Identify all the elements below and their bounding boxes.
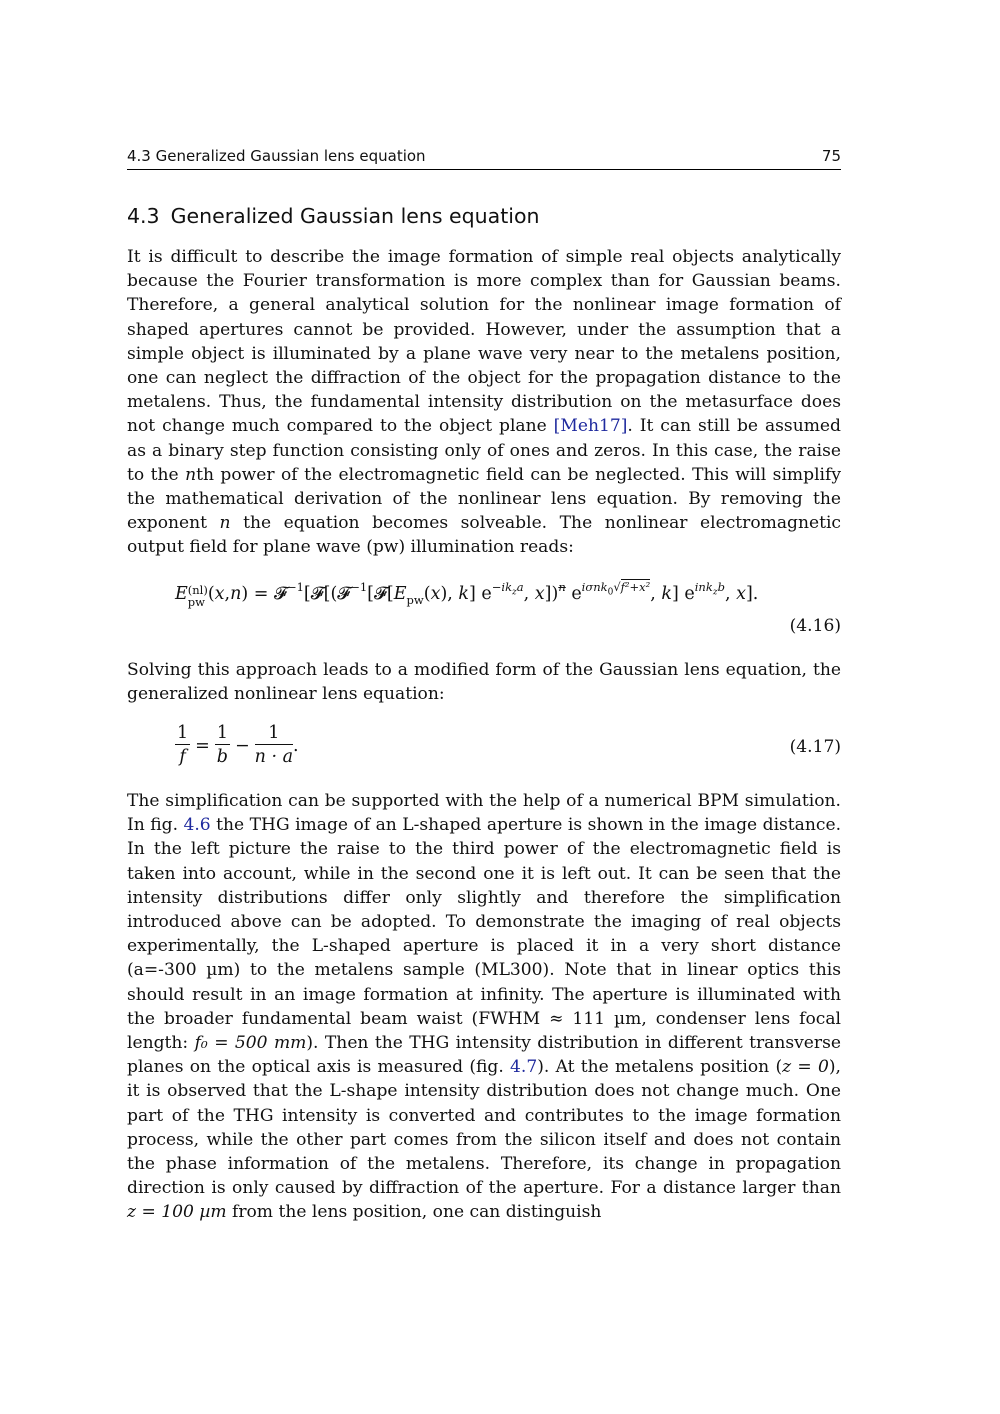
math-variable-n: n [185, 464, 197, 485]
paragraph-text: It is difficult to describe the image formation of simple real objects analytically because the Fourier transformation is more complex than for Gaussian beams. Therefore, a general analytical solution for the nonlinear image formation of shaped apertures cannot be provided. However, under the assumption that a simple object is illuminated by a plane wave very near to the metalens position, one can neglect the diffraction of the object for the propagation distance to the metalens. Thus, the fundamental intensity distribution on the metasurface does not change much compared to the object plane [127, 247, 841, 437]
section-title: Generalized Gaussian lens equation [170, 204, 540, 228]
page-number: 75 [821, 147, 841, 165]
citation-link-meh17[interactable]: [Meh17] [553, 416, 628, 437]
paragraph-text: ), it is observed that the L-shape intensity distribution does not change much. One part of the THG intensity is converted and contributes to the image formation process, while the other part comes from the silicon itself and does not contain the phase information of the metalens. Therefore, its change in propagation direction is only caused by diffraction of the aperture. For a distance larger than [127, 1057, 841, 1199]
running-header [127, 145, 841, 170]
equation-4-16 [127, 580, 841, 640]
paragraph-text: ). Then the THG intensity distribution in different transverse planes on the optical axis is measured (fig. [127, 1033, 841, 1078]
math-inline: z = 100 µm [127, 1202, 227, 1223]
paragraph-text: The simplification can be supported with the help of a numerical BPM simulation. In fig. [127, 791, 841, 836]
paragraph-text: th power of the electromagnetic field can be neglected. This will simplify the mathematical derivation of the nonlinear lens equation. By removing the exponent [127, 464, 841, 534]
running-header-title: 4.3 Generalized Gaussian lens equation [127, 147, 426, 165]
math-variable-n: n [219, 513, 231, 534]
paragraph-text: the equation becomes solveable. The nonlinear electromagnetic output field for plane wave (pw) illumination reads: [127, 513, 841, 558]
paragraph-lens-equation-intro: Solving this approach leads to a modified form of the Gaussian lens equation, the generalized nonlinear lens equation: [127, 660, 841, 705]
paragraph-simulation [127, 789, 841, 1225]
equation-number: (4.17) [789, 737, 841, 757]
figure-link-4-7[interactable]: 4.7 [510, 1057, 538, 1078]
paragraph-text: from the lens position, one can distinguish [226, 1202, 602, 1223]
figure-link-4-6[interactable]: 4.6 [183, 815, 211, 836]
paragraph-text: . It can still be assumed as a binary step function consisting only of ones and zeros. In this case, the raise to the [127, 416, 841, 485]
section-number: 4.3 [127, 204, 160, 228]
paragraph-intro [127, 245, 841, 560]
math-inline: f₀ = 500 mm [194, 1033, 307, 1054]
math-inline: z = 0 [782, 1057, 829, 1078]
equation-4-16-formula: E (nl) pw $(x,n) = 𝓕^{-1}[𝓕[(𝓕^{-1}[𝓕[E_{pw}(x)$, k] $e^{-ik_za}$, x])$^n$ $e^{i\sigma nk_0√f^2+x^2}$, k] $e^{ink_zb}$, x]. [175, 580, 759, 609]
equation-number: (4.16) [789, 616, 841, 636]
paragraph-text: ). At the metalens position ( [537, 1057, 783, 1078]
paragraph-text: the THG image of an L-shaped aperture is shown in the image distance. In the left picture the raise to the third power of the electromagnetic field is taken into account, while in the second one it is left out. It can be seen that the intensity distributions differ only slightly and therefore the simplification introduced above can be adopted. To demonstrate the imaging of real objects experimentally, the L-shaped aperture is placed it in a very short distance (a=-300 µm) to the metalens sample (ML300). Note that in linear optics this should result in an image formation at infinity. The aperture is illuminated with the broader fundamental beam waist (FWHM ≈ 111 µm, condenser lens focal length: [127, 815, 842, 1054]
section-heading [127, 204, 540, 228]
equation-4-17 [127, 722, 841, 778]
equation-4-17-formula: $\frac{1}{f}$ = $\frac{1}{b}$ − $\frac{1}{n \cdot a}$ . [177, 723, 299, 767]
